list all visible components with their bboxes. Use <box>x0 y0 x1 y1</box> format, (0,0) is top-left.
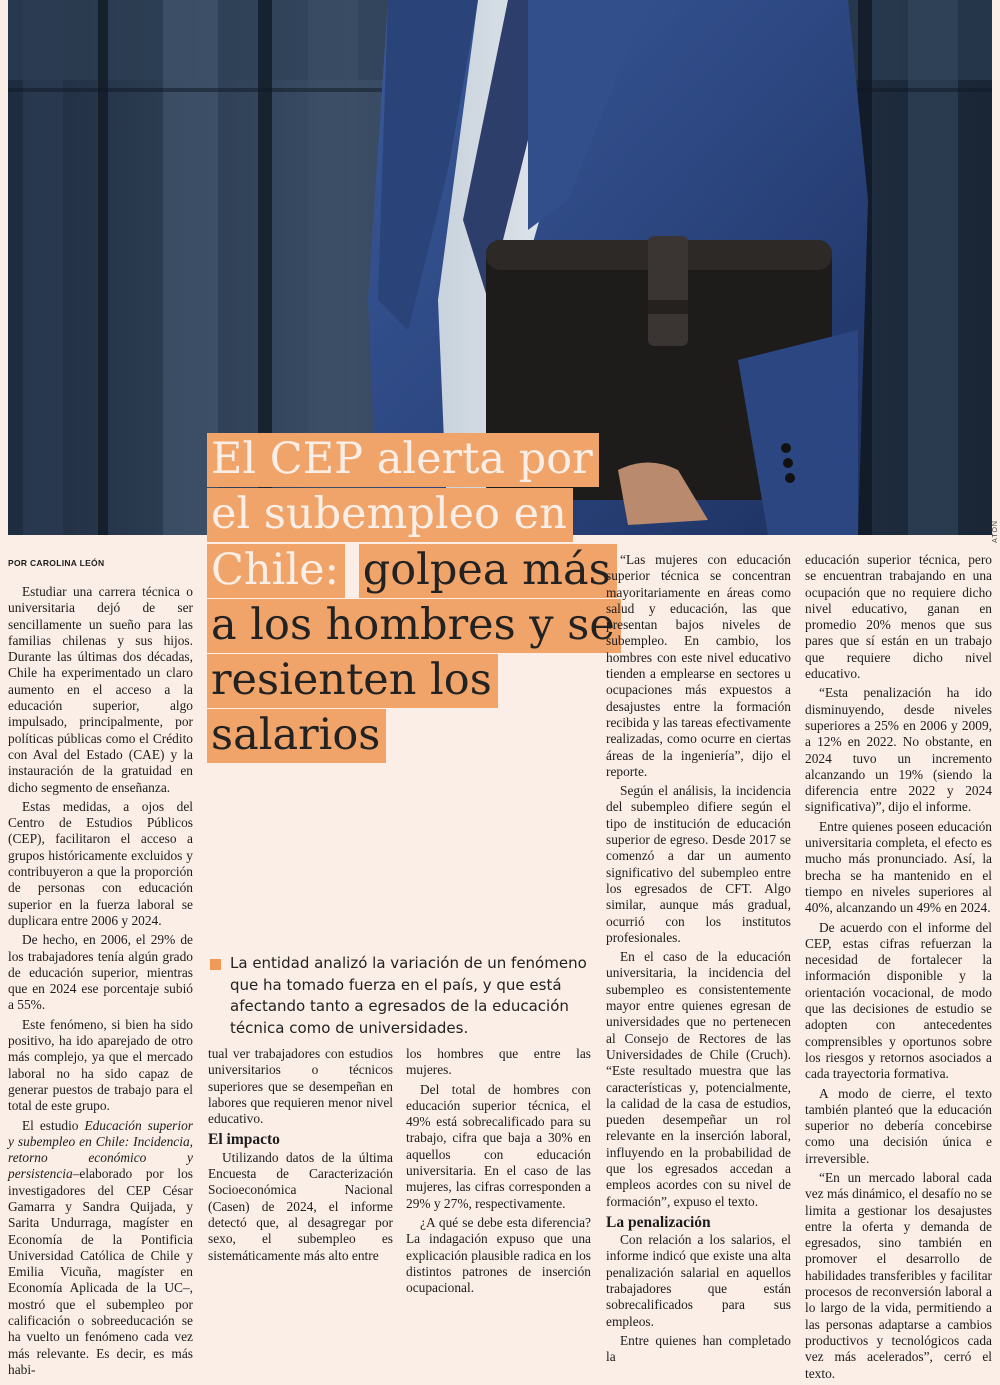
article-column-4 <box>606 552 791 1369</box>
square-bullet-icon <box>210 959 221 970</box>
paragraph: Entre quienes han completado la <box>606 1332 791 1365</box>
headline <box>207 432 627 764</box>
section-heading: La penalización <box>606 1213 711 1231</box>
headline-part-dark: golpea más a los hombres y se resienten los salarios <box>207 544 621 764</box>
paragraph: “Las mujeres con educación superior técnica se concentran mayoritariamente en áreas como salud y educación, las que presentan bajos niveles de subempleo. En cambio, los hombres con este nivel educativo tienden a emplearse en sectores u ocupaciones más expuestos a desajustes entre la formación recibida y las tareas efectivamente realizadas, como ocurre en ciertas áreas de la ingeniería”, dijo el reporte. <box>606 552 791 779</box>
paragraph: Del total de hombres con educación superior técnica, el 49% está sobrecalificado para su trabajo, cifra que baja a 30% en aquellos con educación universitaria. En el caso de las mujeres, las cifras corresponden a 29% y 27%, respectivamente. <box>406 1081 591 1211</box>
paragraph: tual ver trabajadores con estudios universitarios o técnicos superiores que se desempeñan en labores que requieren menor nivel educativo. <box>208 1046 393 1127</box>
paragraph: Entre quienes poseen educación universitaria completa, el efecto es mucho más pronunciado. Así, la brecha se ha mantenido en el tiempo en niveles superiores al 40%, alcanzando un 49% en 2024. <box>805 818 992 916</box>
paragraph: Utilizando datos de la última Encuesta de Caracterización Socioeconómica Nacional (Casen) de 2024, el informe detectó que, al desagregar por sexo, el subempleo es sistemáticamente más alto entre <box>208 1149 393 1263</box>
article-column-5 <box>805 552 992 1385</box>
paragraph: Este fenómeno, si bien ha sido positivo, ha ido aparejado de otro más complejo, ya que el mercado laboral no ha sido capaz de generar puestos de trabajo para el total de este grupo. <box>8 1016 193 1114</box>
paragraph: De acuerdo con el informe del CEP, estas cifras refuerzan la necesidad de fortalecer la información disponible y la orientación vocacional, de modo que las decisiones de estudio se adopten con antecedentes comprensibles y oportunos sobre los riesgos y retornos asociados a cada trayectoria formativa. <box>805 919 992 1082</box>
article-column-3 <box>406 1046 591 1299</box>
paragraph: “Esta penalización ha ido disminuyendo, desde niveles superiores a 25% en 2006 y 2009, a 12% en 2022. No obstante, en 2024 tuvo un incremento alcanzando un 19% (siendo la diferencia entre 2022 y 2024 significativa)”, dijo el informe. <box>805 685 992 815</box>
headline-part-light: El CEP alerta por el subempleo en Chile: <box>207 433 599 598</box>
text-run: –elaborado por los investigadores del CEP César Gamarra y Sandra Quijada, y Sarita Undurraga, magíster en Economía de la Pontificia Universidad Católica de Chile y Emilia Vicuña, magíster en Economía Aplicada de la UC–, mostró que el subempleo por calificación o sobreeducación se ha vuelto un fenómeno cada vez más relevante. Es decir, es más habi- <box>8 1166 193 1377</box>
section-heading: El impacto <box>208 1131 280 1149</box>
paragraph: “En un mercado laboral cada vez más dinámico, el desafío no se limita a gestionar los desajustes entre la oferta y demanda de egresados, sino también en promover el desarrollo de habilidades transferibles y facilitar procesos de reconversión laboral a lo largo de la vida, permitiendo a las personas adaptarse a cambios productivos y tecnológicos cada vez más acelerados”, cerró el texto. <box>805 1169 992 1381</box>
text-run: El estudio <box>22 1117 85 1133</box>
paragraph: En el caso de la educación universitaria, la incidencia del subempleo es consistentemente mayor entre quienes egresan de universidades que no pertenecen al Consejo de Rectores de las Universidades de Chile (Cruch). “Este resultado muestra que las características y, potencialmente, la calidad de la casa de estudios, pueden desempeñar un rol relevante en la inserción laboral, influyendo en la probabilidad de que los egresados accedan a empleos acordes con su nivel de formación”, expuso el texto. <box>606 949 791 1209</box>
paragraph: Con relación a los salarios, el informe indicó que existe una alta penalización salarial en aquellos trabajadores que están sobrecalificados para sus empleos. <box>606 1232 791 1329</box>
paragraph <box>8 1118 193 1379</box>
paragraph: A modo de cierre, el texto también planteó que la educación superior no debería concebirse como una decisión única e irreversible. <box>805 1085 992 1166</box>
article-column-2 <box>208 1046 393 1267</box>
paragraph: De hecho, en 2006, el 29% de los trabajadores tenía algún grado de educación superior, mientras que en 2024 ese porcentaje subió a 55%. <box>8 932 193 1013</box>
paragraph: ¿A qué se debe esta diferencia? La indagación expuso que una explicación plausible radica en los distintos patrones de inserción ocupacional. <box>406 1214 591 1296</box>
photo-credit: ATON <box>992 520 999 543</box>
lead-paragraph: La entidad analizó la variación de un fenómeno que ha tomado fuerza en el país, y que está afectando tanto a egresados de la educación técnica como de universidades. <box>230 954 587 1037</box>
article-column-1 <box>8 584 193 1381</box>
paragraph: Estudiar una carrera técnica o universitaria dejó de ser sencillamente un sueño para las familias chilenas y sus hijos. Durante las últimas dos décadas, Chile ha experimentado un claro aumento en el acceso a la educación superior, algo impulsado, principalmente, por políticas públicas como el Crédito con Aval del Estado (CAE) y la instauración de la gratuidad en dicho segmento de enseñanza. <box>8 584 193 795</box>
paragraph: los hombres que entre las mujeres. <box>406 1046 591 1078</box>
paragraph: Estas medidas, a ojos del Centro de Estudios Públicos (CEP), facilitaron el acceso a grupos históricamente excluidos y contribuyeron a que la proporción de personas con educación superior en la fuerza laboral se duplicara entre 2006 y 2024. <box>8 798 193 928</box>
byline: POR CAROLINA LEÓN <box>8 558 105 568</box>
paragraph: educación superior técnica, pero se encuentran trabajando en una ocupación que no requiere dicho nivel educativo, ganan en promedio 20% menos que sus pares que sí están en un trabajo que requiere dicho nivel educativo. <box>805 552 992 682</box>
paragraph: Según el análisis, la incidencia del subempleo difiere según el tipo de institución de educación superior de egreso. Desde 2017 se comenzó a dar un aumento significativo del subempleo entre los egresados de CFT. Algo similar, aunque más gradual, ocurrió con los institutos profesionales. <box>606 783 791 945</box>
study-title: Educación superior y subempleo en Chile: Incidencia, retorno económico y persistencia <box>8 1117 194 1182</box>
